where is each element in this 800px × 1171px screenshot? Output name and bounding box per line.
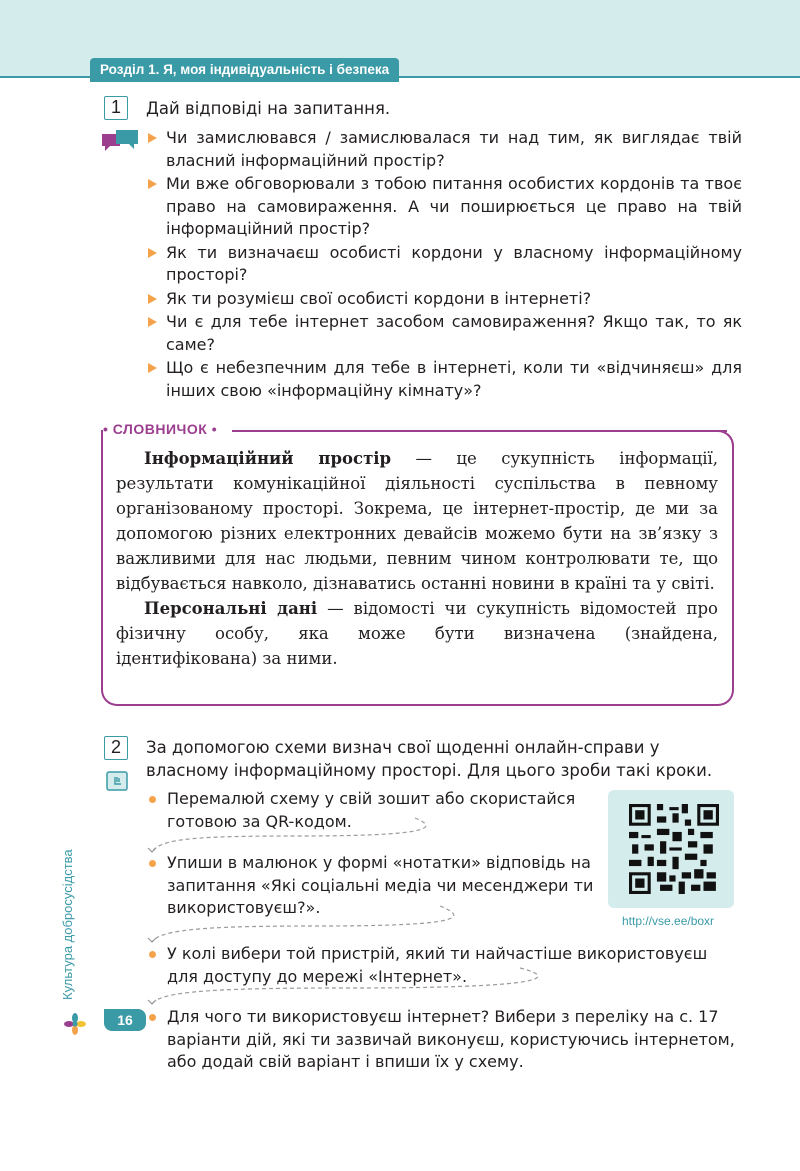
question-item: Що є небезпечним для тебе в інтернеті, коли ти «відчиняєш» для інших свою «інформаційну кімнату»?: [146, 357, 742, 402]
section-side-title: Культура добросусідства: [60, 849, 75, 1000]
glossary-definition: — відомості чи сукупність відомостей про фізичну особу, яка може бути визначена (знайдена, ідентифікована) за ними.: [116, 599, 718, 668]
task-2-steps-b: [146, 852, 606, 920]
question-item: Чи замислювався / замислювалася ти над тим, як виглядає твій власний інформаційний простір?: [146, 127, 742, 172]
task-number-2: 2: [104, 736, 128, 760]
glossary-top-border: [232, 430, 727, 432]
question-item: Як ти визначаєш особисті кордони у власному інформаційному просторі?: [146, 242, 742, 287]
glossary-text: [116, 446, 718, 671]
task-2-intro: За допомогою схеми визнач свої щоденні онлайн-справи у власному інформаційному просторі. Для цього зроби такі кроки.: [146, 738, 713, 780]
question-item: Ми вже обговорювали з тобою питання особистих кордонів та твоє право на самовираження. А чи поширюється це право на твій інформаційний простір?: [146, 173, 742, 241]
glossary-term: Інформаційний простір: [144, 449, 392, 468]
question-item: Чи є для тебе інтернет засобом самовираження? Якщо так, то як саме?: [146, 311, 742, 356]
chapter-title: Розділ 1. Я, моя індивідуальність і безпека: [90, 58, 399, 82]
step-item: У колі вибери той пристрій, який ти найчастіше використовуєш для доступу до мережі «Інтернет».: [146, 943, 740, 988]
discussion-icon: [100, 128, 140, 160]
question-item: Як ти розумієш свої особисті кордони в інтернеті?: [146, 288, 742, 311]
task-1-questions: [146, 127, 742, 403]
page-number: 16: [104, 1009, 146, 1031]
task-2-steps-a: [146, 788, 606, 833]
step-item: Упиши в малюнок у формі «нотатки» відповідь на запитання «Які соціальні медіа чи месенджери ти використовуєш?».: [146, 852, 606, 920]
task-1-title: Дай відповіді на запитання.: [146, 99, 391, 118]
task-number-1: 1: [104, 96, 128, 120]
task-2-steps-c: [146, 943, 740, 988]
glossary-entry-2: [116, 596, 718, 671]
flower-icon: [63, 1012, 87, 1036]
glossary-entry-1: [116, 446, 718, 596]
glossary-label: • СЛОВНИЧОК •: [103, 421, 218, 437]
glossary-term: Персональні дані: [144, 599, 318, 618]
glossary-definition: — це сукупність інформації, результати комунікаційної діяльності суспільства в певному організованому просторі. Зокрема, це інтернет-простір, де ми за допомогою різних електронних девайсів можемо бути на зв’язку з важливими для нас людьми, певним чином контролювати те, що відбувається навколо, дізнаватись останні новини в країні та у світі.: [116, 449, 718, 593]
tablet-touch-icon: [106, 768, 132, 792]
step-item: Для чого ти використовуєш інтернет? Вибери з переліку на с. 17 варіанти дій, які ти зазвичай виконуєш, користуючись інтернетом, або додай свій варіант і впиши їх у схему.: [146, 1006, 740, 1074]
task-2-steps-d: [146, 1006, 740, 1074]
qr-link[interactable]: http://vse.ee/boxr: [622, 914, 715, 928]
qr-code-icon[interactable]: [629, 804, 719, 894]
step-item: Перемалюй схему у свій зошит або скористайся готовою за QR-кодом.: [146, 788, 606, 833]
